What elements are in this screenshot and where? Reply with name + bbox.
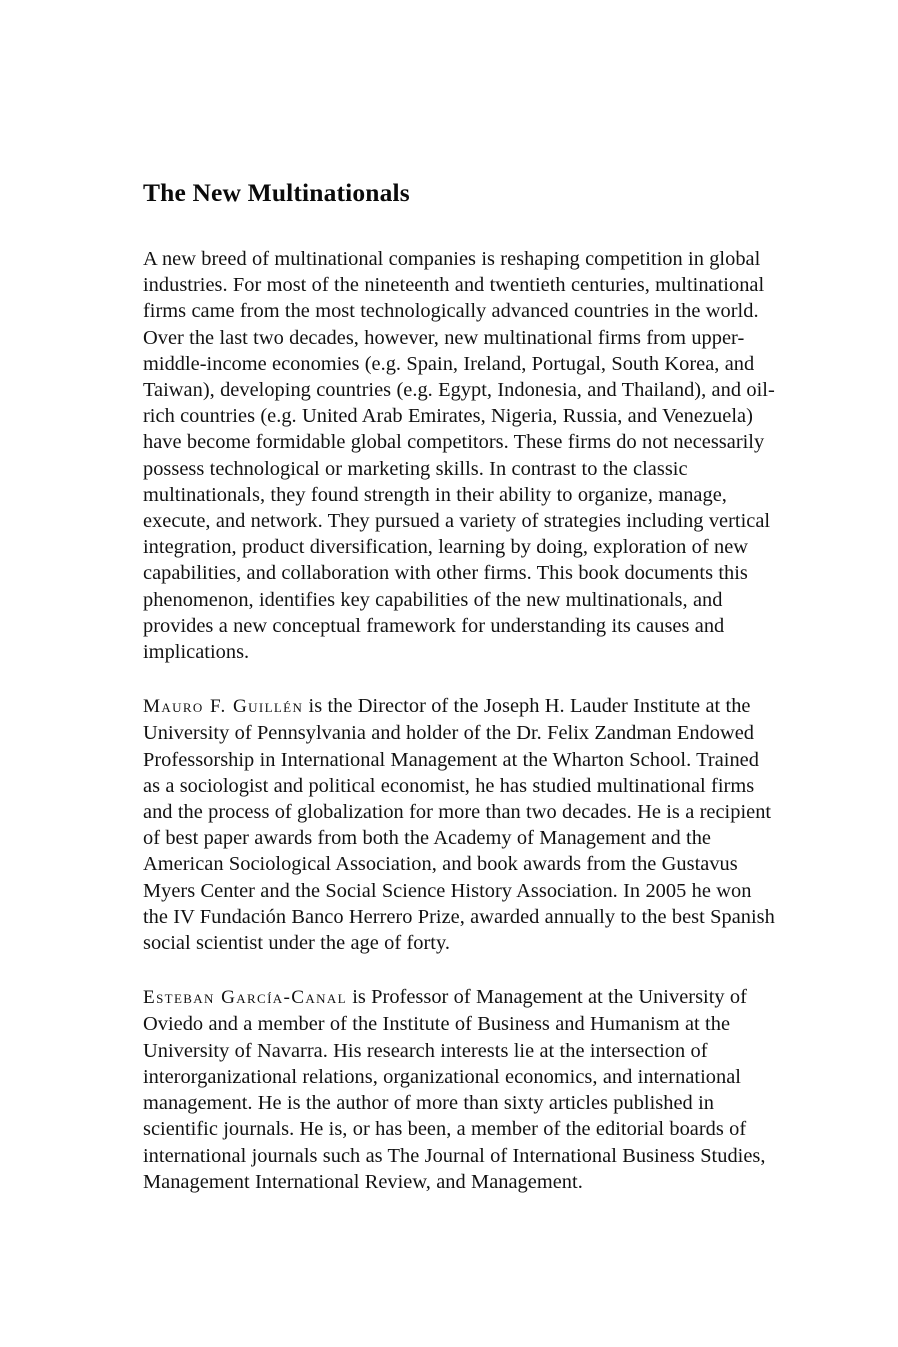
author-bio-paragraph bbox=[143, 693, 775, 956]
text-column bbox=[143, 178, 775, 1195]
blurb-paragraph: A new breed of multinational companies is reshaping competition in global industries. For most of the nineteenth and twentieth centuries, multinational firms came from the most technologically advanced countries in the world. Over the last two decades, however, new multinational firms from upper-middle-income economies (e.g. Spain, Ireland, Portugal, South Korea, and Taiwan), developing countries (e.g. Egypt, Indonesia, and Thailand), and oil-rich countries (e.g. United Arab Emirates, Nigeria, Russia, and Venezuela) have become formidable global competitors. These firms do not necessarily possess technological or marketing skills. In contrast to the classic multinationals, they found strength in their ability to organize, manage, execute, and network. They pursued a variety of strategies including vertical integration, product diversification, learning by doing, exploration of new capabilities, and collaboration with other firms. This book documents this phenomenon, identifies key capabilities of the new multinationals, and provides a new conceptual framework for understanding its causes and implications. bbox=[143, 248, 775, 664]
author-bio-text: is Professor of Management at the University of Oviedo and a member of the Institute of Business and Humanism at the University of Navarra. His research interests lie at the intersection of interorganizational relations, organizational economics, and international management. He is the author of more than sixty articles published in scientific journals. He is, or has been, a member of the editorial boards of international journals such as The Journal of International Business Studies, Management International Review, and Management. bbox=[143, 986, 766, 1193]
page-title: The New Multinationals bbox=[143, 178, 410, 207]
author-bio-text: is the Director of the Joseph H. Lauder Institute at the University of Pennsylvania and holder of the Dr. Felix Zandman Endowed Professorship in International Management at the Wharton School. Trained as a sociologist and political economist, he has studied multinational firms and the process of globalization for more than two decades. He is a recipient of best paper awards from both the Academy of Management and the American Sociological Association, and book awards from the Gustavus Myers Center and the Social Science History Association. In 2005 he won the IV Fundación Banco Herrero Prize, awarded annually to the best Spanish social scientist under the age of forty. bbox=[143, 695, 775, 955]
author-name: Esteban García-Canal bbox=[143, 987, 347, 1009]
author-bio-paragraph bbox=[143, 984, 775, 1195]
author-name: Mauro F. Guillén bbox=[143, 696, 304, 718]
